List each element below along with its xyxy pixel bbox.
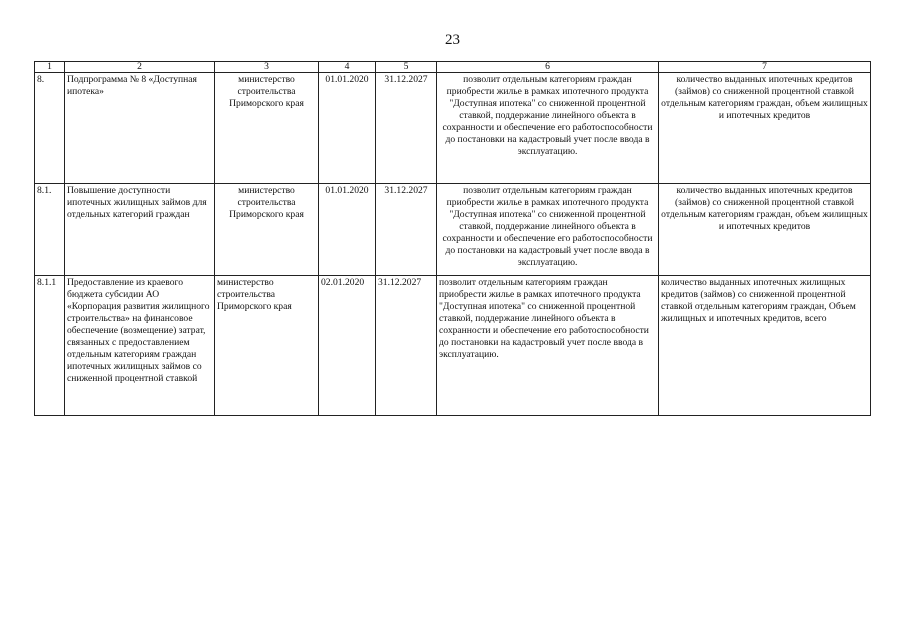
row-name: Повышение доступности ипотечных жилищных займов для отдельных категорий граждан <box>65 184 215 276</box>
table-row <box>35 184 871 276</box>
row-result: позволит отдельным категориям граждан приобрести жилье в рамках ипотечного продукта "Доступная ипотека" со сниженной процентной ставкой, поддержание линейного объекта в сохранности и обеспечение его работоспособности до постановки на кадастровый учет после ввода в эксплуатацию. <box>437 184 659 276</box>
column-header: 7 <box>659 62 871 73</box>
program-table <box>34 61 871 416</box>
column-number-row <box>35 62 871 73</box>
row-number: 8.1.1 <box>35 276 65 416</box>
row-end-date: 31.12.2027 <box>376 73 437 184</box>
column-header: 1 <box>35 62 65 73</box>
column-header: 5 <box>376 62 437 73</box>
row-executor: министерство строительства Приморского края <box>215 184 319 276</box>
page-number: 23 <box>445 32 460 48</box>
row-number: 8. <box>35 73 65 184</box>
column-header: 6 <box>437 62 659 73</box>
row-executor: министерство строительства Приморского края <box>215 73 319 184</box>
row-indicator: количество выданных ипотечных кредитов (займов) со сниженной процентной ставкой отдельным категориям граждан, объем жилищных и ипотечных кредитов <box>659 73 871 184</box>
table-row <box>35 276 871 416</box>
row-number: 8.1. <box>35 184 65 276</box>
row-start-date: 02.01.2020 <box>319 276 376 416</box>
row-indicator: количество выданных ипотечных жилищных кредитов (займов) со сниженной процентной ставкой отдельным категориям граждан, Объем жилищных и ипотечных кредитов, всего <box>659 276 871 416</box>
row-end-date: 31.12.2027 <box>376 276 437 416</box>
row-start-date: 01.01.2020 <box>319 73 376 184</box>
row-start-date: 01.01.2020 <box>319 184 376 276</box>
row-result: позволит отдельным категориям граждан приобрести жилье в рамках ипотечного продукта "Доступная ипотека" со сниженной процентной ставкой, поддержание линейного объекта в сохранности и обеспечение его работоспособности до постановки на кадастровый учет после ввода в эксплуатацию. <box>437 276 659 416</box>
row-indicator: количество выданных ипотечных кредитов (займов) со сниженной процентной ставкой отдельным категориям граждан, объем жилищных и ипотечных кредитов <box>659 184 871 276</box>
row-name: Предоставление из краевого бюджета субсидии АО «Корпорация развития жилищного строительства» на финансовое обеспечение (возмещение) затрат, связанных с предоставлением отдельным категориям граждан ипотечных жилищных займов со сниженной процентной ставкой <box>65 276 215 416</box>
table-row <box>35 73 871 184</box>
column-header: 2 <box>65 62 215 73</box>
row-executor: министерство строительства Приморского края <box>215 276 319 416</box>
row-result: позволит отдельным категориям граждан приобрести жилье в рамках ипотечного продукта "Доступная ипотека" со сниженной процентной ставкой, поддержание линейного объекта в сохранности и обеспечение его работоспособности до постановки на кадастровый учет после ввода в эксплуатацию. <box>437 73 659 184</box>
row-end-date: 31.12.2027 <box>376 184 437 276</box>
row-name: Подпрограмма № 8 «Доступная ипотека» <box>65 73 215 184</box>
column-header: 4 <box>319 62 376 73</box>
column-header: 3 <box>215 62 319 73</box>
